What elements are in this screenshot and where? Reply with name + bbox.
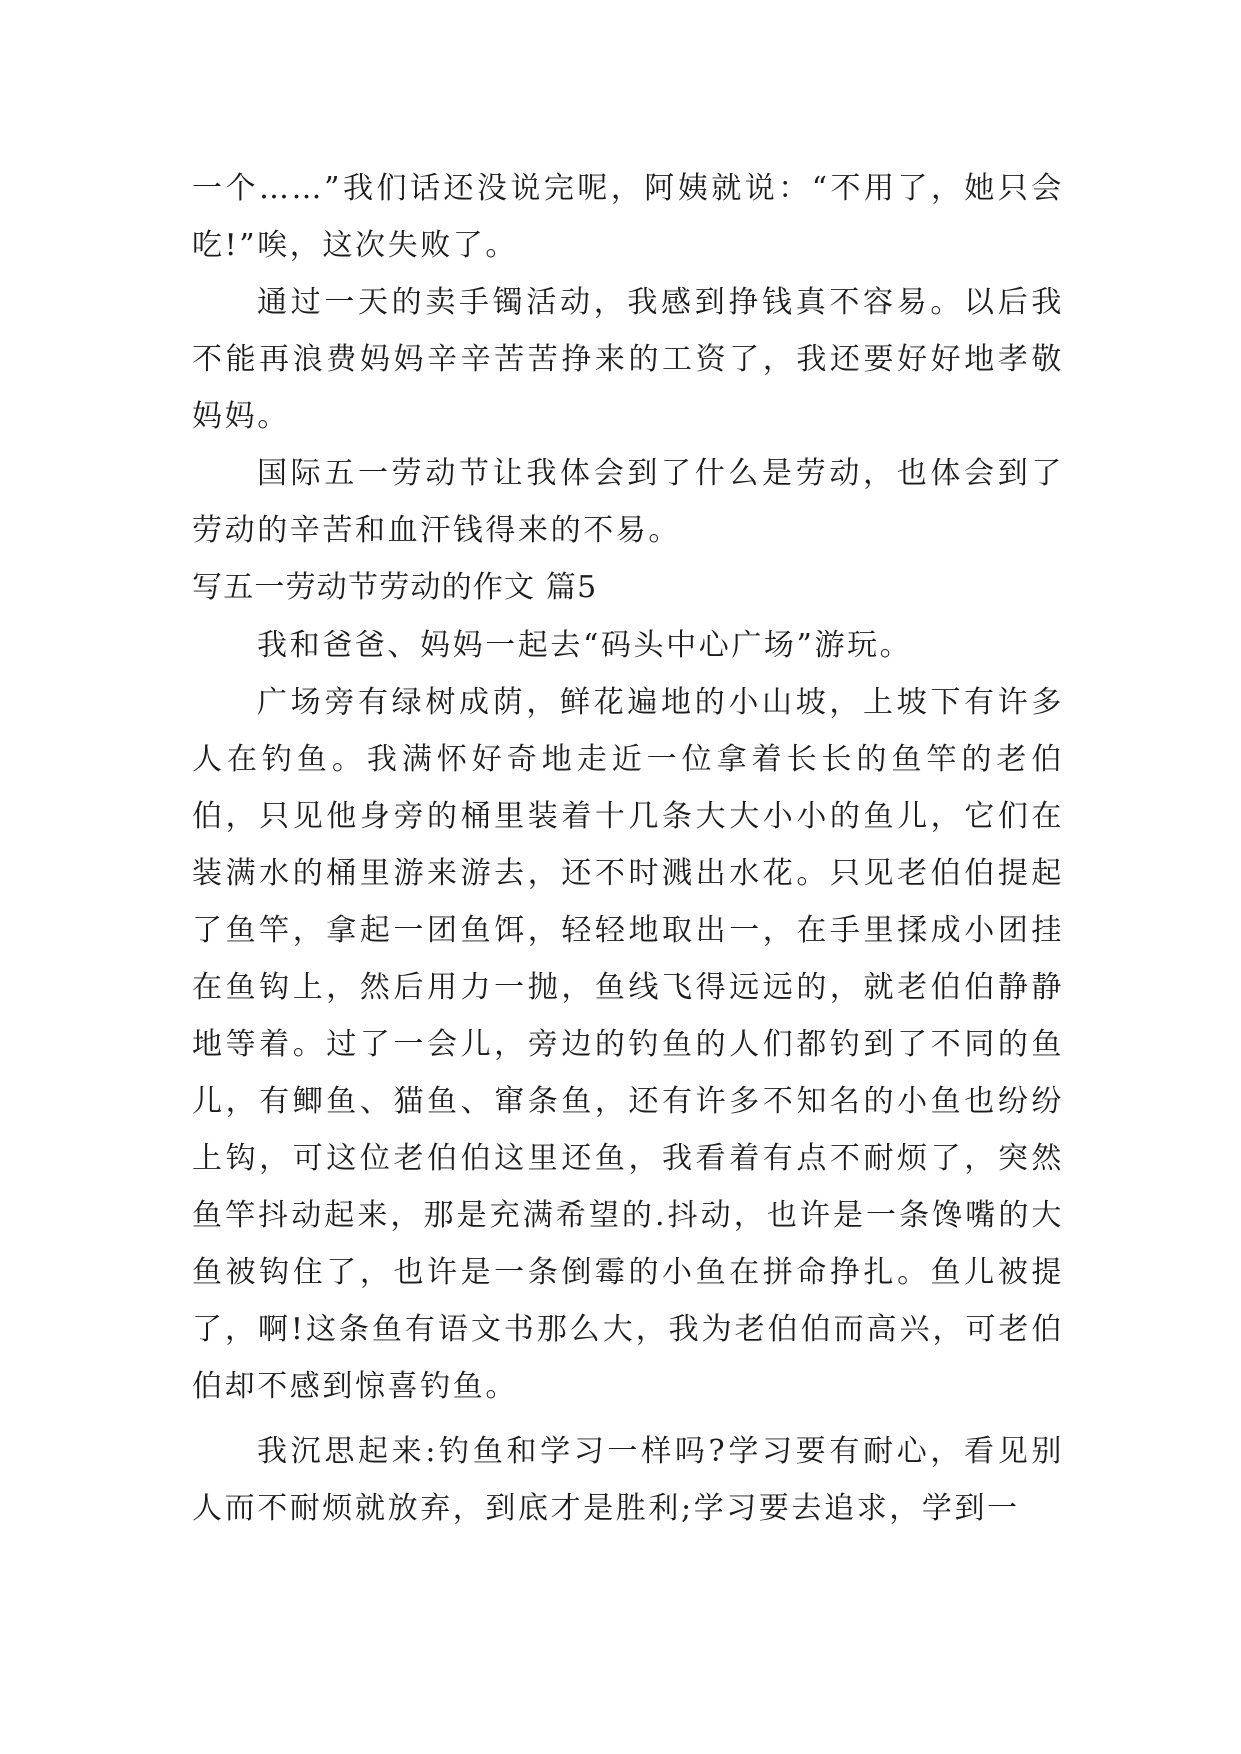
paragraph-continuation: 一个……”我们话还没说完呢，阿姨就说：“不用了，她只会吃!”唉，这次失败了。 [192,171,1064,263]
paragraph: 我和爸爸、妈妈一起去“码头中心广场”游玩。 [257,628,913,663]
paragraph: 国际五一劳动节让我体会到了什么是劳动，也体会到了劳动的辛苦和血汗钱得来的不易。 [192,456,1064,548]
paragraph: 广场旁有绿树成荫，鲜花遍地的小山坡，上坡下有许多人在钓鱼。我满怀好奇地走近一位拿着长长的鱼竿的老伯伯，只见他身旁的桶里装着十几条大大小小的鱼儿，它们在装满水的桶里游来游去，还不时溅出水花。只见老伯伯提起了鱼竿，拿起一团鱼饵，轻轻地取出一，在手里揉成小团挂在鱼钩上，然后用力一抛，鱼线飞得远远的，就老伯伯静静地等着。过了一会儿，旁边的钓鱼的人们都钓到了不同的鱼儿，有鲫鱼、猫鱼、窜条鱼，还有许多不知名的小鱼也纷纷上钩，可这位老伯伯这里还鱼，我看着有点不耐烦了，突然鱼竿抖动起来，那是充满希望的.抖动，也许是一条馋嘴的大鱼被钩住了，也许是一条倒霉的小鱼在拼命挣扎。鱼儿被提了，啊!这条鱼有语文书那么大，我为老伯伯而高兴，可老伯伯却不感到惊喜钓鱼。 [192,685,1064,1404]
document-body [192,160,1064,1537]
paragraph-gap [192,1415,1064,1423]
paragraph: 通过一天的卖手镯活动，我感到挣钱真不容易。以后我不能再浪费妈妈辛辛苦苦挣来的工资了，我还要好好地孝敬妈妈。 [192,285,1064,434]
section-heading: 写五一劳动节劳动的作文 篇5 [192,570,598,605]
paragraph: 我沉思起来:钓鱼和学习一样吗?学习要有耐心，看见别人而不耐烦就放弃，到底才是胜利;学习要去追求，学到一 [192,1434,1064,1526]
